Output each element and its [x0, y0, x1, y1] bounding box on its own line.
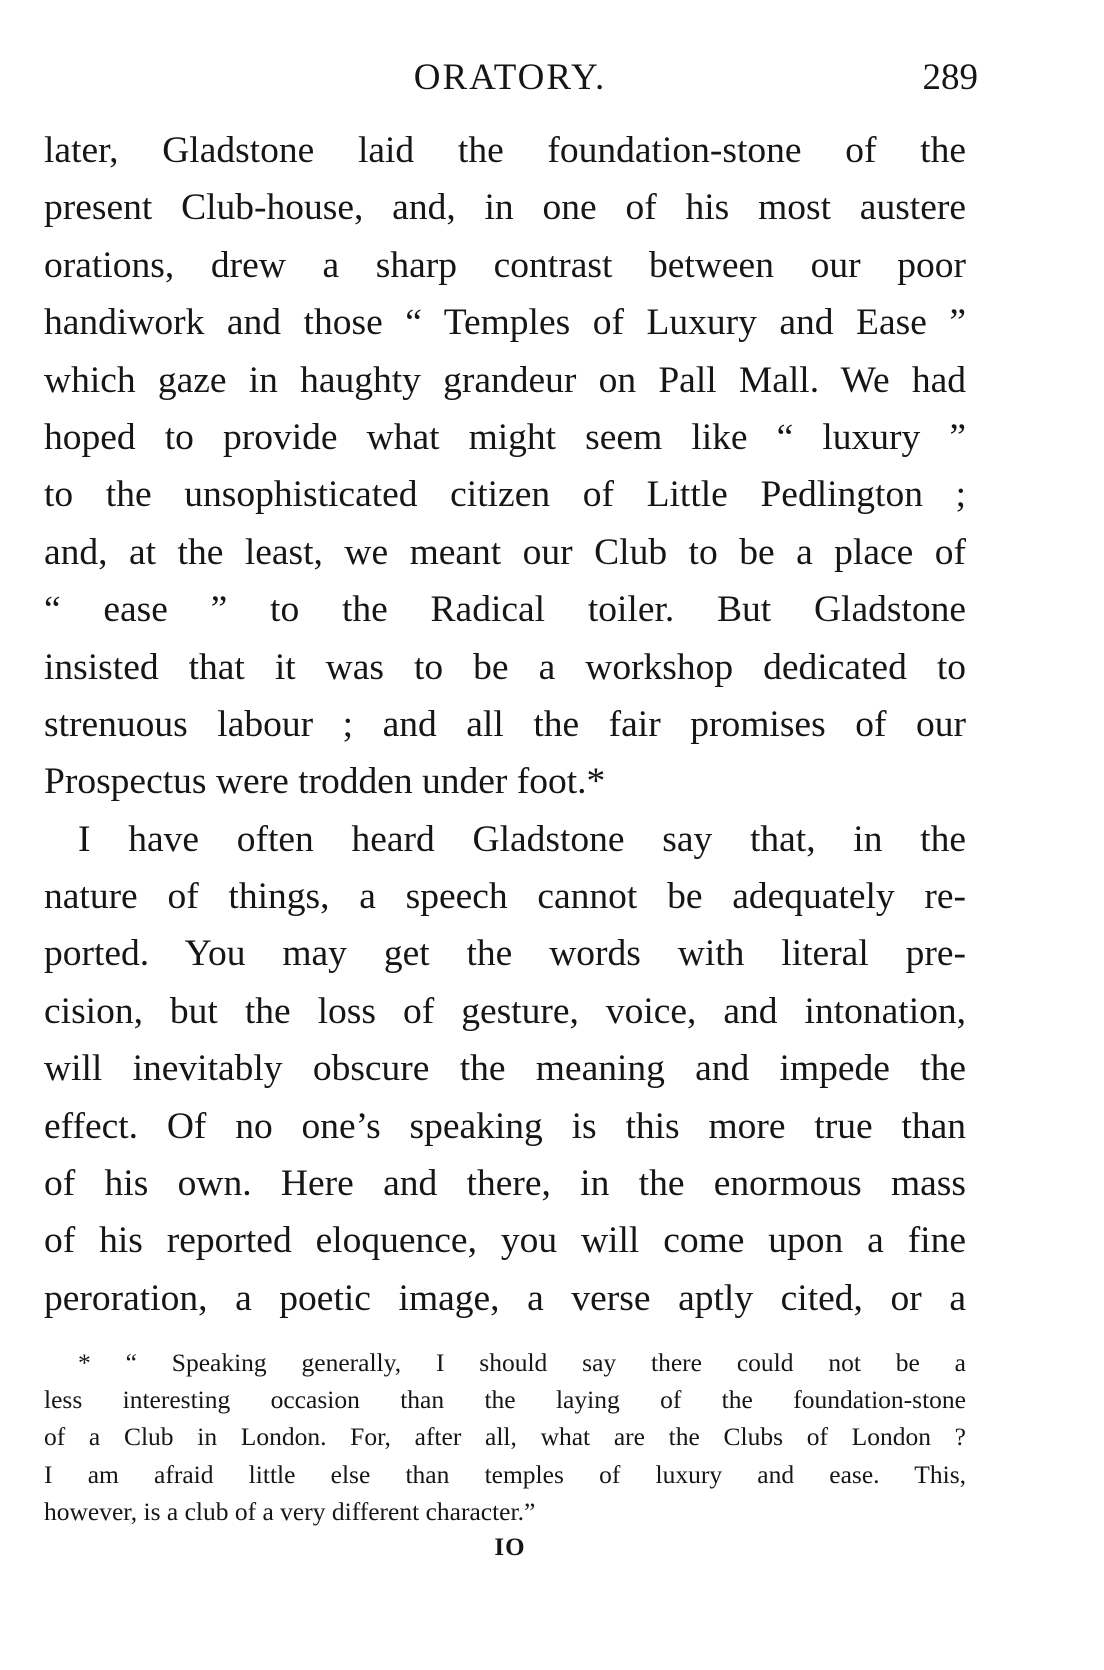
text-line: effect. Of no one’s speaking is this more true than — [44, 1105, 966, 1147]
text-line: peroration, a poetic image, a verse aptly cited, or a — [44, 1277, 966, 1319]
text-line: to the unsophisticated citizen of Little Pedlington ; — [44, 474, 966, 516]
text-line: and, at the least, we meant our Club to be a place of — [44, 531, 966, 573]
text-line: present Club-house, and, in one of his most austere — [44, 187, 966, 229]
footnote-line: however, is a club of a very different character.” — [44, 1496, 536, 1526]
text-line: hoped to provide what might seem like “ luxury ” — [44, 416, 966, 458]
text-line: handiwork and those “ Temples of Luxury and Ease ” — [44, 302, 966, 344]
text-line: of his own. Here and there, in the enormous mass — [44, 1163, 966, 1205]
body-text — [44, 122, 966, 1327]
footnote-line: of a Club in London. For, after all, what are the Clubs of London ? — [44, 1422, 966, 1452]
text-line: I have often heard Gladstone say that, in the — [78, 818, 966, 860]
signature-mark: IO — [494, 1534, 526, 1561]
footnote-line: I am afraid little else than temples of luxury and ease. This, — [44, 1459, 966, 1489]
text-line: “ ease ” to the Radical toiler. But Gladstone — [44, 589, 966, 631]
text-line: strenuous labour ; and all the fair promises of our — [44, 703, 966, 745]
footnote-line: less interesting occasion than the laying of the foundation-stone — [44, 1385, 966, 1415]
text-line: cision, but the loss of gesture, voice, and intonation, — [44, 990, 966, 1032]
text-line: Prospectus were trodden under foot.* — [44, 761, 606, 803]
text-line: which gaze in haughty grandeur on Pall Mall. We had — [44, 359, 966, 401]
text-line: nature of things, a speech cannot be adequately re- — [44, 876, 966, 918]
page-number: 289 — [922, 57, 978, 98]
footnote-line: * “ Speaking generally, I should say there could not be a — [78, 1348, 966, 1377]
text-line: will inevitably obscure the meaning and impede the — [44, 1048, 966, 1090]
text-line: ported. You may get the words with literal pre- — [44, 933, 966, 975]
text-line: orations, drew a sharp contrast between our poor — [44, 244, 966, 286]
running-title: ORATORY. — [413, 57, 607, 98]
text-line: insisted that it was to be a workshop dedicated to — [44, 646, 966, 688]
text-line: of his reported eloquence, you will come upon a fine — [44, 1220, 966, 1262]
footnote — [44, 1344, 966, 1530]
text-line: later, Gladstone laid the foundation-stone of the — [44, 130, 966, 171]
